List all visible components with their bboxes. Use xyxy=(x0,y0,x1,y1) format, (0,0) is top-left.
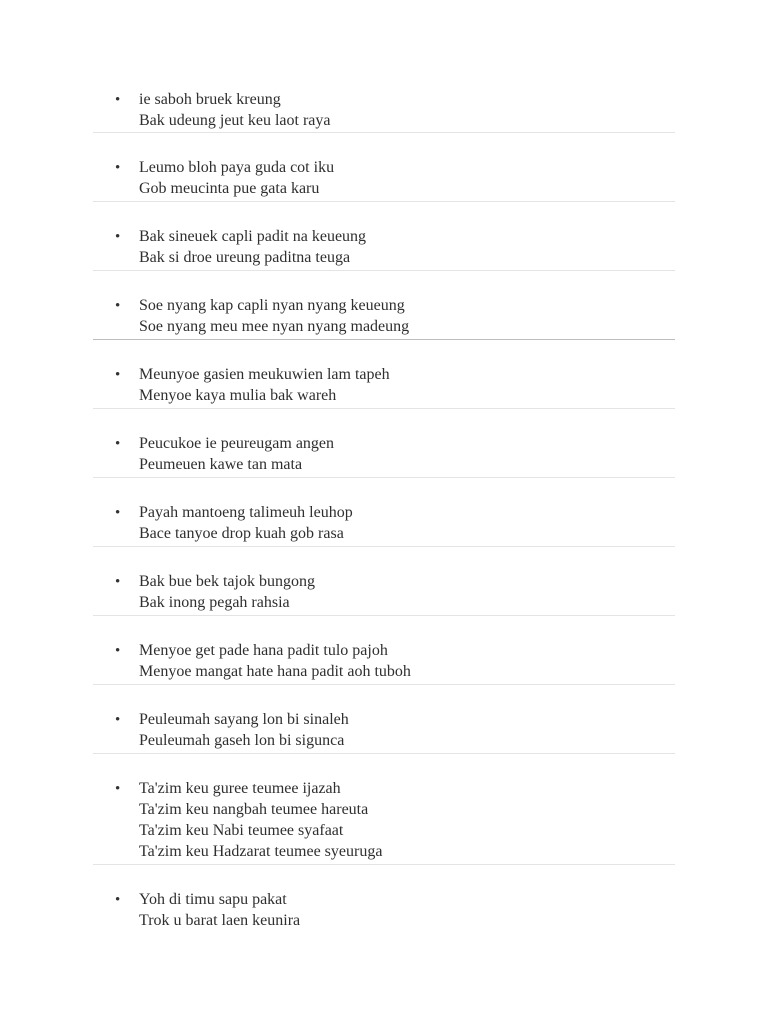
bullet: • xyxy=(115,160,121,176)
list-item xyxy=(93,133,675,202)
list-item-line: Menyoe kaya mulia bak wareh xyxy=(139,387,337,404)
list-item-line: Leumo bloh paya guda cot iku xyxy=(139,159,335,176)
list-item xyxy=(93,340,675,409)
list-item xyxy=(93,271,675,340)
list-item xyxy=(93,865,675,934)
list-item-line: Peucukoe ie peureugam angen xyxy=(139,435,335,452)
list-item-line: Bak bue bek tajok bungong xyxy=(139,573,315,590)
list-item-line: Menyoe mangat hate hana padit aoh tuboh xyxy=(139,663,411,680)
bullet: • xyxy=(115,298,121,314)
bullet: • xyxy=(115,643,121,659)
list-item-line: Bak sineuek capli padit na keueung xyxy=(139,228,367,245)
bullet: • xyxy=(115,229,121,245)
list-item-line: Peuleumah sayang lon bi sinaleh xyxy=(139,711,349,728)
list-item-line: Trok u barat laen keunira xyxy=(139,912,301,929)
list-item-line: Gob meucinta pue gata karu xyxy=(139,180,320,197)
list-item xyxy=(93,754,675,865)
bullet: • xyxy=(115,436,121,452)
bullet: • xyxy=(115,892,121,908)
list-item-line: Menyoe get pade hana padit tulo pajoh xyxy=(139,642,388,659)
list-item-line: Peumeuen kawe tan mata xyxy=(139,456,303,473)
list-item xyxy=(93,409,675,478)
bullet: • xyxy=(115,712,121,728)
list-item-line: ie saboh bruek kreung xyxy=(139,91,281,108)
list-item-line: Soe nyang kap capli nyan nyang keueung xyxy=(139,297,405,314)
list-item-line: Yoh di timu sapu pakat xyxy=(139,891,287,908)
list-item-line: Bace tanyoe drop kuah gob rasa xyxy=(139,525,344,542)
list-item-line: Bak si droe ureung paditna teuga xyxy=(139,249,351,266)
list-item xyxy=(93,547,675,616)
list-item-line: Bak inong pegah rahsia xyxy=(139,594,290,611)
bullet: • xyxy=(115,92,121,108)
list-item-line: Ta'zim keu nangbah teumee hareuta xyxy=(139,801,369,818)
bullet: • xyxy=(115,367,121,383)
list-item-line: Meunyoe gasien meukuwien lam tapeh xyxy=(139,366,390,383)
bullet: • xyxy=(115,505,121,521)
list-item-line: Ta'zim keu Hadzarat teumee syeuruga xyxy=(139,843,383,860)
list-item-line: Payah mantoeng talimeuh leuhop xyxy=(139,504,353,521)
list-item xyxy=(93,616,675,685)
list-item xyxy=(93,202,675,271)
proverb-list xyxy=(93,86,675,934)
list-item-line: Ta'zim keu Nabi teumee syafaat xyxy=(139,822,344,839)
list-item-line: Bak udeung jeut keu laot raya xyxy=(139,112,331,129)
list-item xyxy=(93,685,675,754)
list-item xyxy=(93,478,675,547)
list-item-line: Peuleumah gaseh lon bi sigunca xyxy=(139,732,345,749)
bullet: • xyxy=(115,781,121,797)
list-item-line: Soe nyang meu mee nyan nyang madeung xyxy=(139,318,410,335)
bullet: • xyxy=(115,574,121,590)
list-item-line: Ta'zim keu guree teumee ijazah xyxy=(139,780,341,797)
list-item xyxy=(93,86,675,133)
